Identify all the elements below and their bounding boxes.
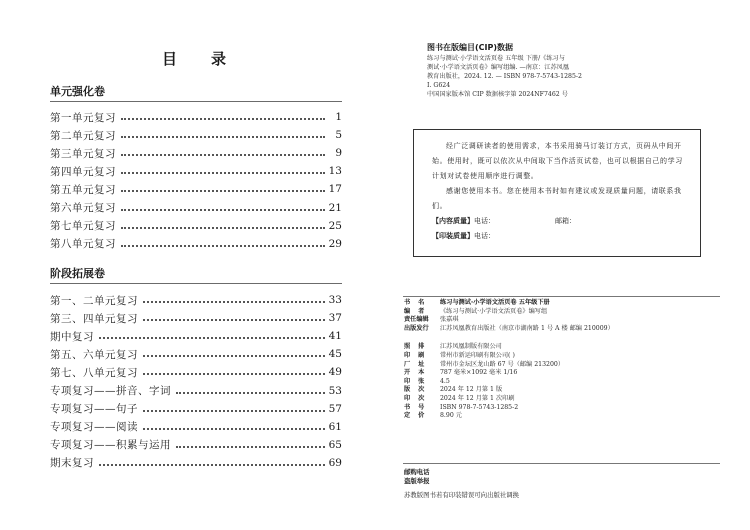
copyright-value: 江苏凤凰制版有限公司 — [440, 343, 502, 351]
copyright-row — [404, 412, 724, 421]
toc-entry — [50, 419, 342, 435]
toc-leader-dots — [143, 355, 325, 357]
toc-entry-label: 第三、四单元复习 — [50, 312, 138, 325]
toc-entry — [50, 310, 342, 326]
piracy-lines — [404, 476, 430, 487]
mail-order-label: 邮购电话 — [404, 468, 430, 476]
toc-entry — [50, 455, 342, 471]
cip-heading: 图书在版编目(CIP)数据 — [427, 43, 514, 52]
content-quality-row — [432, 214, 688, 229]
copyright-value: 张嘉琪 — [440, 316, 459, 324]
toc-entry-page: 41 — [328, 330, 342, 343]
toc-entry — [50, 181, 342, 197]
toc-section-heading: 阶段拓展卷 — [50, 267, 105, 280]
copyright-top-rule — [403, 296, 720, 297]
toc-entry-label: 第一单元复习 — [50, 111, 116, 124]
toc-entry-page: 21 — [328, 201, 342, 214]
content-quality-phone: 电话： — [474, 217, 495, 225]
toc-entry — [50, 236, 342, 252]
copyright-value: 2024 年 12 月第 1 次印刷 — [440, 394, 515, 402]
copyright-row — [404, 316, 724, 325]
copyright-value: 练习与测试·小学语文活页卷 五年级下册 — [440, 299, 550, 306]
toc-entry-page: 1 — [335, 111, 342, 123]
cip-line: 练习与测试·小学语文活页卷 五年级 下册/《练习与 — [427, 55, 565, 62]
toc-leader-dots — [143, 410, 325, 412]
toc-leader-dots — [121, 118, 325, 120]
toc-leader-dots — [176, 392, 325, 394]
copyright-row — [404, 369, 724, 378]
copyright-value: ISBN 978-7-5743-1285-2 — [440, 403, 519, 411]
toc-entry-label: 期中复习 — [50, 330, 94, 343]
toc-leader-dots — [99, 464, 325, 466]
toc-entry-page: 65 — [328, 438, 342, 451]
toc-entry-label: 专项复习——阅读 — [50, 421, 138, 434]
toc-entry-page: 69 — [328, 456, 342, 469]
usage-notice-box — [413, 129, 701, 257]
toc-entry-label: 第四单元复习 — [50, 165, 116, 178]
toc-section-rule — [50, 283, 342, 284]
copyright-key: 印张 — [404, 377, 433, 385]
replacement-footnote: 苏教版图书若有印装错误可向出版社调换 — [404, 491, 520, 499]
toc-entry-page: 9 — [335, 147, 342, 160]
toc-title: 目录 — [162, 50, 261, 68]
toc-entry-page: 49 — [328, 366, 342, 379]
cip-line: 中国国家版本馆 CIP 数据核字第 2024NF7462 号 — [427, 91, 568, 98]
copyright-key: 出版发行 — [404, 324, 429, 332]
toc-leader-dots — [121, 245, 325, 247]
cip-line: Ⅰ. G624 — [427, 82, 451, 89]
copyright-row — [404, 352, 724, 361]
copyright-value: 2024 年 12 月第 1 版 — [440, 386, 503, 394]
toc-entry-page: 33 — [328, 294, 342, 306]
print-quality-label: 【印装质量】 — [432, 232, 474, 240]
toc-entry — [50, 401, 342, 417]
content-quality-label: 【内容质量】 — [432, 217, 474, 225]
toc-entry-label: 专项复习——句子 — [50, 403, 138, 416]
piracy-report-label: 盗版举报 — [404, 477, 430, 485]
cip-line: 测试·小学语文活页卷》编写组编. —南京：江苏凤凰 — [427, 64, 570, 71]
toc-leader-dots — [121, 209, 325, 211]
copyright-row — [404, 299, 724, 308]
copyright-key: 定价 — [404, 412, 433, 420]
copyright-value: 4.5 — [440, 377, 450, 385]
copyright-value: 常州市金坛区龙山路 67 号（邮编 213200） — [440, 360, 565, 368]
toc-entry — [50, 437, 342, 453]
copyright-row — [404, 361, 724, 370]
copyright-value: 江苏凤凰教育出版社（南京市湖南路 1 号 A 楼 邮编 210009） — [440, 324, 614, 332]
copyright-bottom-rule — [403, 463, 720, 464]
toc-leader-dots — [121, 154, 325, 156]
copyright-page — [375, 0, 750, 530]
toc-entry-label: 第五、六单元复习 — [50, 348, 138, 361]
copyright-key: 印次 — [404, 394, 433, 402]
copyright-value: 787 毫米×1092 毫米 1/16 — [440, 369, 518, 377]
toc-leader-dots — [143, 301, 325, 303]
toc-entry-page: 61 — [328, 420, 342, 433]
copyright-row — [404, 386, 724, 395]
toc-entry — [50, 383, 342, 399]
copyright-row — [404, 308, 724, 317]
toc-entry-label: 第七、八单元复习 — [50, 366, 138, 379]
copyright-table — [404, 299, 724, 421]
copyright-row — [404, 404, 724, 413]
toc-entry — [50, 127, 342, 143]
copyright-key: 开本 — [404, 369, 433, 377]
copyright-value: 常州市新运印刷有限公司( ) — [440, 351, 515, 359]
toc-leader-dots — [121, 190, 325, 192]
toc-leader-dots — [143, 373, 325, 375]
copyright-row — [404, 333, 724, 343]
copyright-value: 8.90 元 — [440, 412, 462, 420]
toc-entry — [50, 109, 342, 125]
toc-entry-label: 第八单元复习 — [50, 238, 116, 251]
toc-section-rule — [50, 101, 342, 102]
cip-line: 教育出版社，2024. 12. — ISBN 978-7-5743-1285-2 — [427, 73, 582, 80]
content-quality-email: 邮箱： — [555, 217, 576, 225]
toc-entry — [50, 145, 342, 161]
toc-entry-label: 期末复习 — [50, 457, 94, 470]
toc-entry — [50, 364, 342, 380]
toc-entry — [50, 218, 342, 234]
toc-entry-page: 53 — [328, 384, 342, 397]
toc-entry-page: 13 — [328, 165, 342, 178]
copyright-row — [404, 325, 724, 334]
toc-entry-page: 29 — [328, 237, 342, 250]
cip-block — [427, 54, 667, 99]
notice-paragraph-2: 感谢您使用本书。您在使用本书时如有建议或发现质量问题，请联系我们。 — [432, 187, 682, 210]
copyright-row — [404, 343, 724, 352]
toc-entry-label: 专项复习——拼音、字词 — [50, 385, 171, 397]
toc-entry-page: 57 — [328, 402, 342, 415]
toc-entry-page: 37 — [328, 312, 342, 325]
toc-entry-page: 17 — [328, 183, 342, 196]
copyright-key: 厂址 — [404, 360, 433, 368]
toc-entry-page: 25 — [328, 219, 342, 232]
toc-leader-dots — [143, 319, 325, 321]
toc-section-heading: 单元强化卷 — [50, 85, 105, 98]
copyright-row — [404, 395, 724, 404]
copyright-key: 书号 — [404, 403, 433, 411]
toc-entry — [50, 163, 342, 179]
copyright-key — [404, 333, 440, 343]
toc-leader-dots — [176, 446, 325, 448]
toc-leader-dots — [99, 337, 325, 339]
copyright-value: 《练习与测试·小学语文活页卷》编写组 — [440, 307, 548, 315]
toc-entry-page: 5 — [335, 129, 342, 142]
copyright-key: 书名 — [404, 299, 433, 306]
toc-entry-label: 第三单元复习 — [50, 147, 116, 160]
copyright-key: 印刷 — [404, 351, 433, 359]
toc-entry — [50, 292, 342, 308]
toc-entry-label: 第一、二单元复习 — [50, 294, 138, 307]
toc-entry — [50, 328, 342, 344]
copyright-key: 责任编辑 — [404, 316, 429, 324]
copyright-key: 版次 — [404, 386, 433, 394]
toc-entry-label: 第二单元复习 — [50, 129, 116, 142]
toc-entry-label: 专项复习——积累与运用 — [50, 439, 171, 452]
toc-entry-label: 第六单元复习 — [50, 202, 116, 214]
toc-leader-dots — [121, 172, 325, 174]
toc-entry-label: 第七单元复习 — [50, 220, 116, 233]
toc-leader-dots — [121, 227, 325, 229]
copyright-key: 编者 — [404, 307, 433, 315]
toc-leader-dots — [143, 428, 325, 430]
toc-entry-label: 第五单元复习 — [50, 183, 116, 196]
toc-entry — [50, 346, 342, 362]
copyright-key: 照排 — [404, 343, 433, 351]
toc-entry — [50, 200, 342, 216]
print-quality-phone: 电话： — [474, 232, 495, 240]
notice-paragraph-1: 经广泛调研读者的使用需求，本书采用骑马订装订方式，页码从中间开始。使用时，既可以依次从中间取下当作活页试卷，也可以根据自己的学习计划对试卷使用顺序进行调整。 — [432, 142, 683, 180]
print-quality-row — [432, 229, 688, 244]
toc-entry-page: 45 — [328, 348, 342, 361]
toc-leader-dots — [121, 136, 325, 138]
